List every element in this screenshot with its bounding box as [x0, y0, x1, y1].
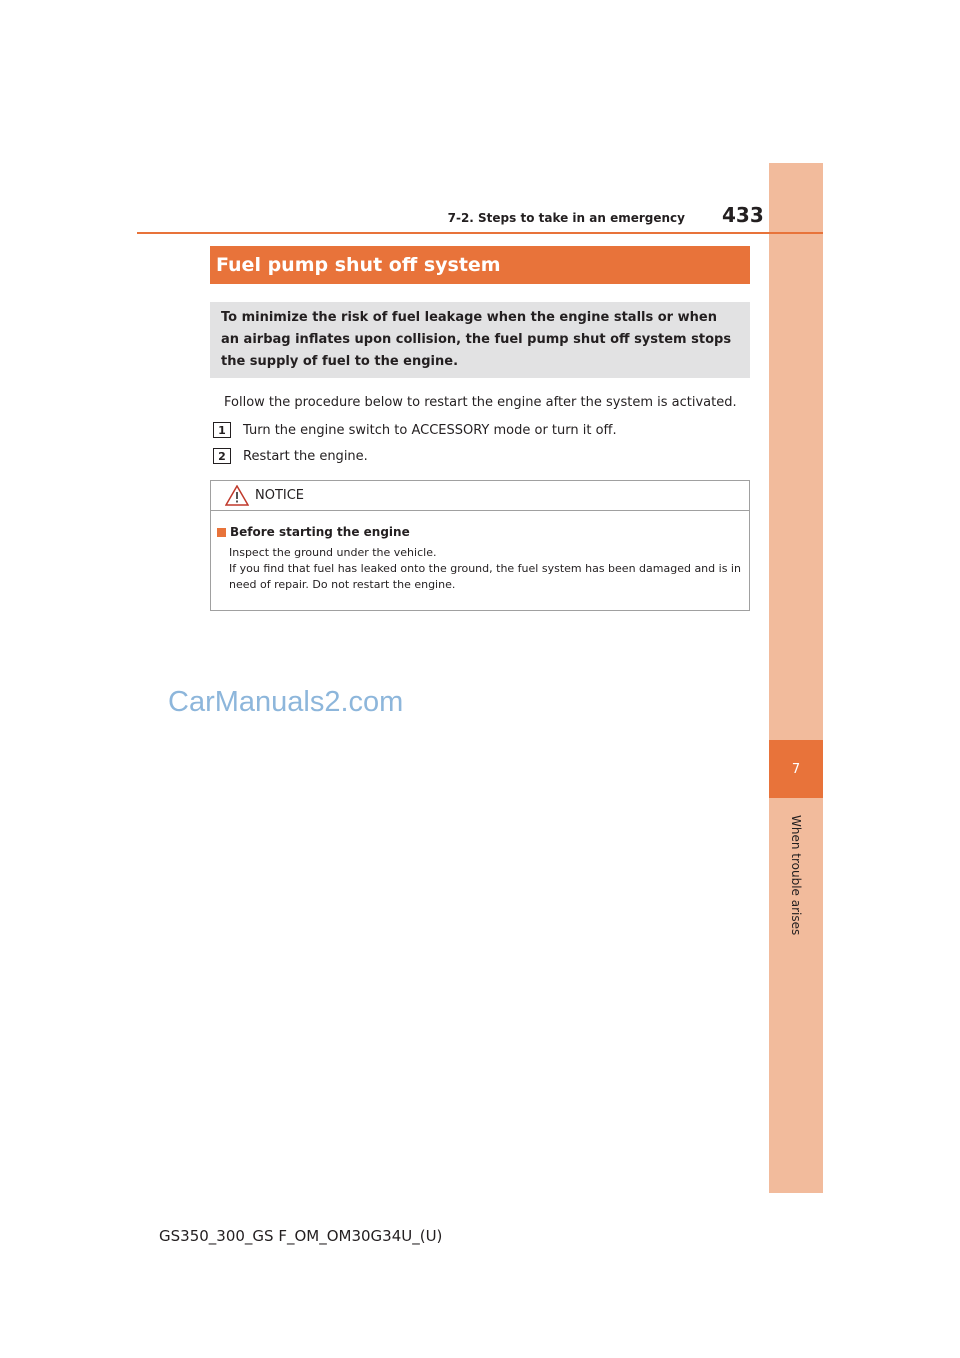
step-text: Restart the engine.	[243, 448, 368, 464]
chapter-number-tab: 7	[769, 740, 823, 798]
step-number: 2	[213, 448, 231, 464]
watermark-logo: CarManuals2.com	[168, 686, 404, 718]
page-number: 433	[722, 203, 764, 227]
header-rule	[137, 232, 823, 234]
step-number: 1	[213, 422, 231, 438]
intro-box: To minimize the risk of fuel leakage when the engine stalls or when an airbag inflates upon collision, the fuel pump shut off system stops the supply of fuel to the engine.	[210, 302, 750, 378]
notice-subheading: Before starting the engine	[217, 525, 410, 539]
notice-header	[211, 481, 749, 511]
notice-body: Inspect the ground under the vehicle. If you find that fuel has leaked onto the ground, the fuel system has been damaged and is in need of repair. Do not restart the engine.	[229, 546, 741, 591]
step-1	[213, 422, 617, 438]
step-2	[213, 448, 368, 464]
section-heading: 7-2. Steps to take in an emergency	[447, 211, 685, 225]
square-bullet-icon	[217, 528, 226, 537]
notice-title: NOTICE	[255, 488, 305, 503]
warning-icon	[225, 485, 249, 506]
body-paragraph: Follow the procedure below to restart the engine after the system is activated.	[224, 395, 737, 410]
step-text: Turn the engine switch to ACCESSORY mode or turn it off.	[243, 422, 617, 438]
chapter-label: When trouble arises	[789, 814, 803, 936]
page-title: Fuel pump shut off system	[210, 246, 750, 284]
footer-code: GS350_300_GS F_OM_OM30G34U_(U)	[159, 1227, 443, 1245]
side-tab	[769, 163, 823, 1193]
notice-box	[210, 480, 750, 611]
